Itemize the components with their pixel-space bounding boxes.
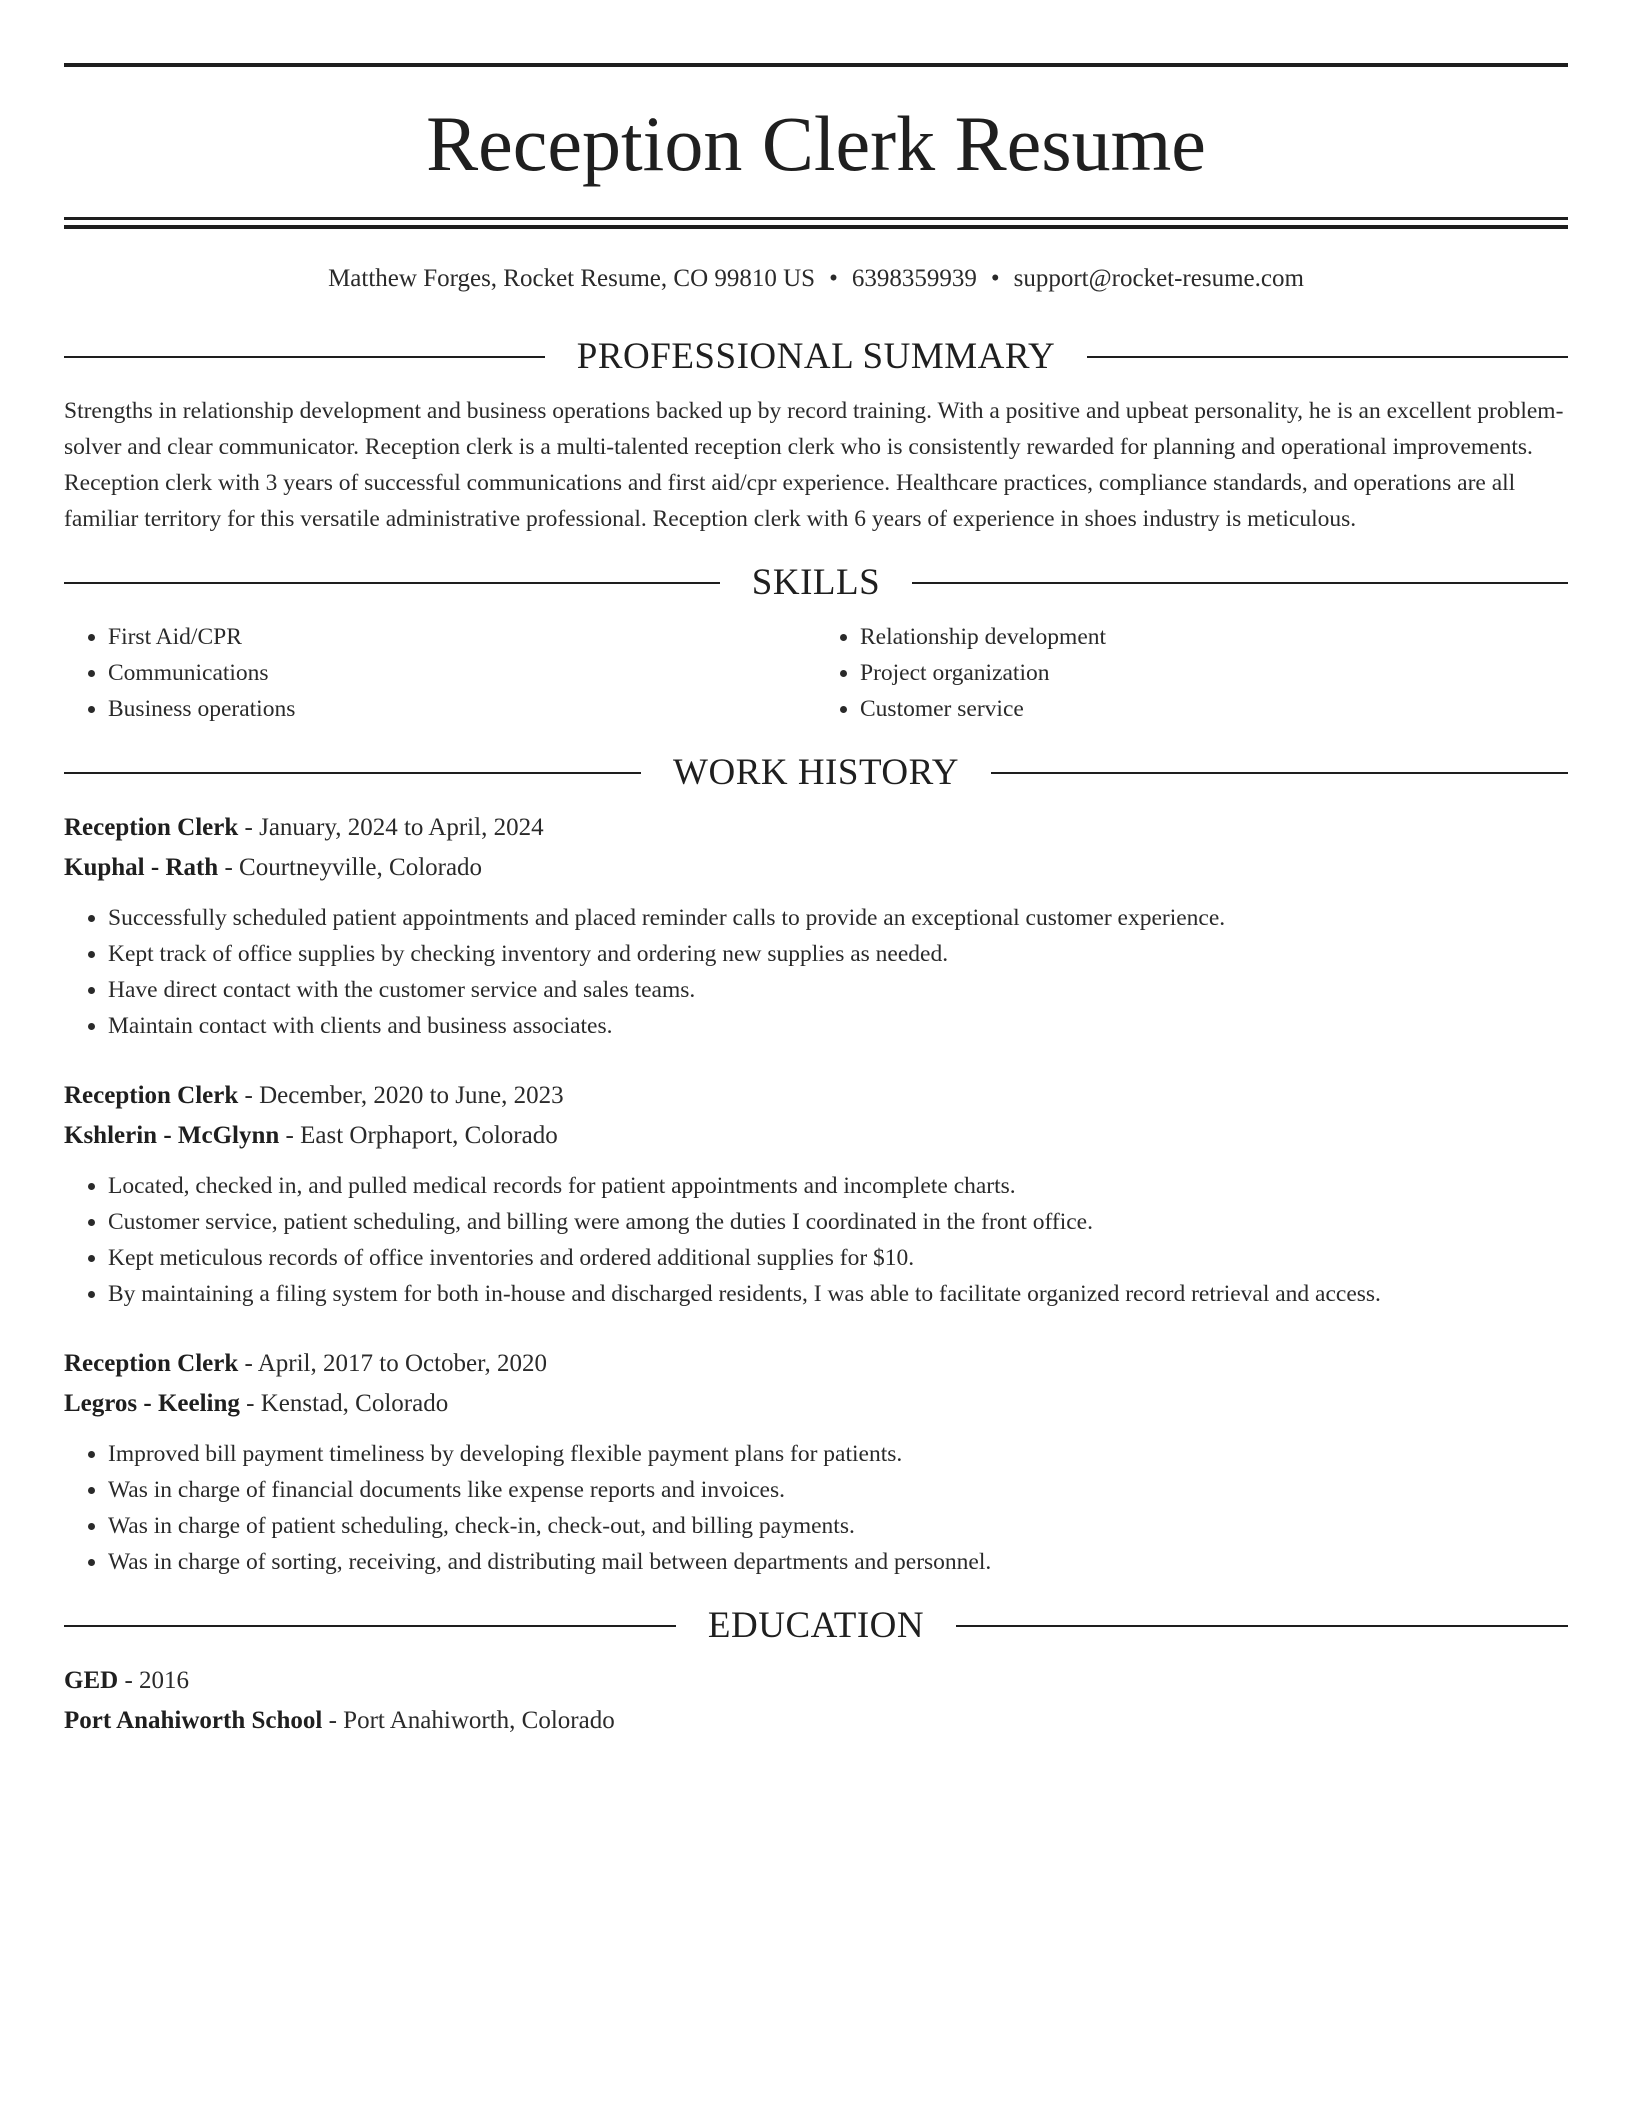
education-school: Port Anahiworth School xyxy=(64,1707,323,1734)
resume-title: Reception Clerk Resume xyxy=(426,100,1206,187)
job-bullets xyxy=(64,1436,1568,1580)
heading-rule xyxy=(64,772,641,774)
job-bullet: • Was in charge of sorting, receiving, and distributing mail between departments and personnel. xyxy=(108,1544,1568,1580)
skill-item: • Business operations xyxy=(108,691,816,727)
skill-item: • First Aid/CPR xyxy=(108,619,816,655)
contact-line xyxy=(64,262,1568,296)
job-entry xyxy=(64,1344,1568,1580)
heading-rule xyxy=(956,1625,1568,1627)
skill-item: • Project organization xyxy=(860,655,1568,691)
job-entry xyxy=(64,808,1568,1044)
section-heading-education xyxy=(64,1603,1568,1649)
job-bullet: • Kept meticulous records of office inventories and ordered additional supplies for $10. xyxy=(108,1240,1568,1276)
job-company-line xyxy=(64,1116,1568,1156)
skills-list xyxy=(64,619,1568,727)
section-title: WORK HISTORY xyxy=(673,752,959,793)
job-title: Reception Clerk xyxy=(64,1082,239,1109)
skills-column-right xyxy=(816,619,1568,727)
job-location: - Kenstad, Colorado xyxy=(239,1390,449,1417)
job-company: Kshlerin - McGlynn xyxy=(64,1122,280,1149)
job-bullets xyxy=(64,900,1568,1044)
job-bullet: • By maintaining a filing system for both in-house and discharged residents, I was able to facilitate organized record retrieval and access. xyxy=(108,1276,1568,1312)
heading-rule xyxy=(991,772,1568,774)
job-dates: - January, 2024 to April, 2024 xyxy=(238,814,544,841)
job-entry xyxy=(64,1076,1568,1312)
job-bullet: • Was in charge of patient scheduling, check-in, check-out, and billing payments. xyxy=(108,1508,1568,1544)
education-year: - 2016 xyxy=(118,1667,190,1694)
education-degree-line xyxy=(64,1661,1568,1701)
skill-item: • Relationship development xyxy=(860,619,1568,655)
education-location: - Port Anahiworth, Colorado xyxy=(322,1707,615,1734)
skill-item: • Customer service xyxy=(860,691,1568,727)
job-bullet: • Successfully scheduled patient appointments and placed reminder calls to provide an exceptional customer experience. xyxy=(108,900,1568,936)
job-company-line xyxy=(64,1384,1568,1424)
section-heading-summary xyxy=(64,334,1568,380)
heading-rule xyxy=(64,1625,676,1627)
job-dates: - December, 2020 to June, 2023 xyxy=(238,1082,564,1109)
contact-email: support@rocket-resume.com xyxy=(1013,265,1304,292)
job-bullet: • Have direct contact with the customer service and sales teams. xyxy=(108,972,1568,1008)
skills-column-left xyxy=(64,619,816,727)
job-company: Kuphal - Rath xyxy=(64,854,219,881)
heading-rule xyxy=(64,582,720,584)
job-title-line xyxy=(64,1344,1568,1384)
education-degree: GED xyxy=(64,1667,119,1694)
job-title-line xyxy=(64,1076,1568,1116)
job-company: Legros - Keeling xyxy=(64,1390,240,1417)
job-bullet: • Located, checked in, and pulled medical records for patient appointments and incomplete charts. xyxy=(108,1168,1568,1204)
education-school-line xyxy=(64,1701,1568,1741)
section-title: PROFESSIONAL SUMMARY xyxy=(576,336,1056,377)
job-dates: - April, 2017 to October, 2020 xyxy=(238,1350,547,1377)
heading-rule xyxy=(64,356,545,358)
contact-separator: • xyxy=(829,265,838,292)
title-double-rule xyxy=(64,217,1568,229)
contact-separator: • xyxy=(990,265,1000,292)
job-location: - Courtneyville, Colorado xyxy=(218,854,483,881)
contact-phone: 6398359939 xyxy=(851,265,977,292)
job-title-line xyxy=(64,808,1568,848)
contact-address: Matthew Forges, Rocket Resume, CO 99810 US xyxy=(328,265,816,292)
section-title: SKILLS xyxy=(751,562,881,603)
top-rule xyxy=(64,63,1568,67)
skill-item: • Communications xyxy=(108,655,816,691)
job-location: - East Orphaport, Colorado xyxy=(279,1122,558,1149)
job-bullet: • Improved bill payment timeliness by developing flexible payment plans for patients. xyxy=(108,1436,1568,1472)
job-bullet: • Kept track of office supplies by checking inventory and ordering new supplies as needed. xyxy=(108,936,1568,972)
job-bullet: • Maintain contact with clients and business associates. xyxy=(108,1008,1568,1044)
heading-rule xyxy=(1087,356,1568,358)
education-entry xyxy=(64,1661,1568,1741)
job-bullet: • Was in charge of financial documents like expense reports and invoices. xyxy=(108,1472,1568,1508)
section-heading-skills xyxy=(64,560,1568,606)
job-title: Reception Clerk xyxy=(64,1350,239,1377)
job-company-line xyxy=(64,848,1568,888)
summary-text: Strengths in relationship development and business operations backed up by record training. With a positive and upbeat personality, he is an excellent problem-solver and clear communicator. Reception clerk is a multi-talented reception clerk who is consistently rewarded for planning and operational improvements. Reception clerk with 3 years of successful communications and first aid/cpr experience. Healthcare practices, compliance standards, and operations are all familiar territory for this versatile administrative professional. Reception clerk with 6 years of experience in shoes industry is meticulous. xyxy=(64,398,1564,532)
job-title: Reception Clerk xyxy=(64,814,239,841)
section-heading-work-history xyxy=(64,750,1568,796)
job-bullets xyxy=(64,1168,1568,1312)
job-bullet: • Customer service, patient scheduling, and billing were among the duties I coordinated in the front office. xyxy=(108,1204,1568,1240)
section-title: EDUCATION xyxy=(707,1605,925,1646)
heading-rule xyxy=(912,582,1568,584)
